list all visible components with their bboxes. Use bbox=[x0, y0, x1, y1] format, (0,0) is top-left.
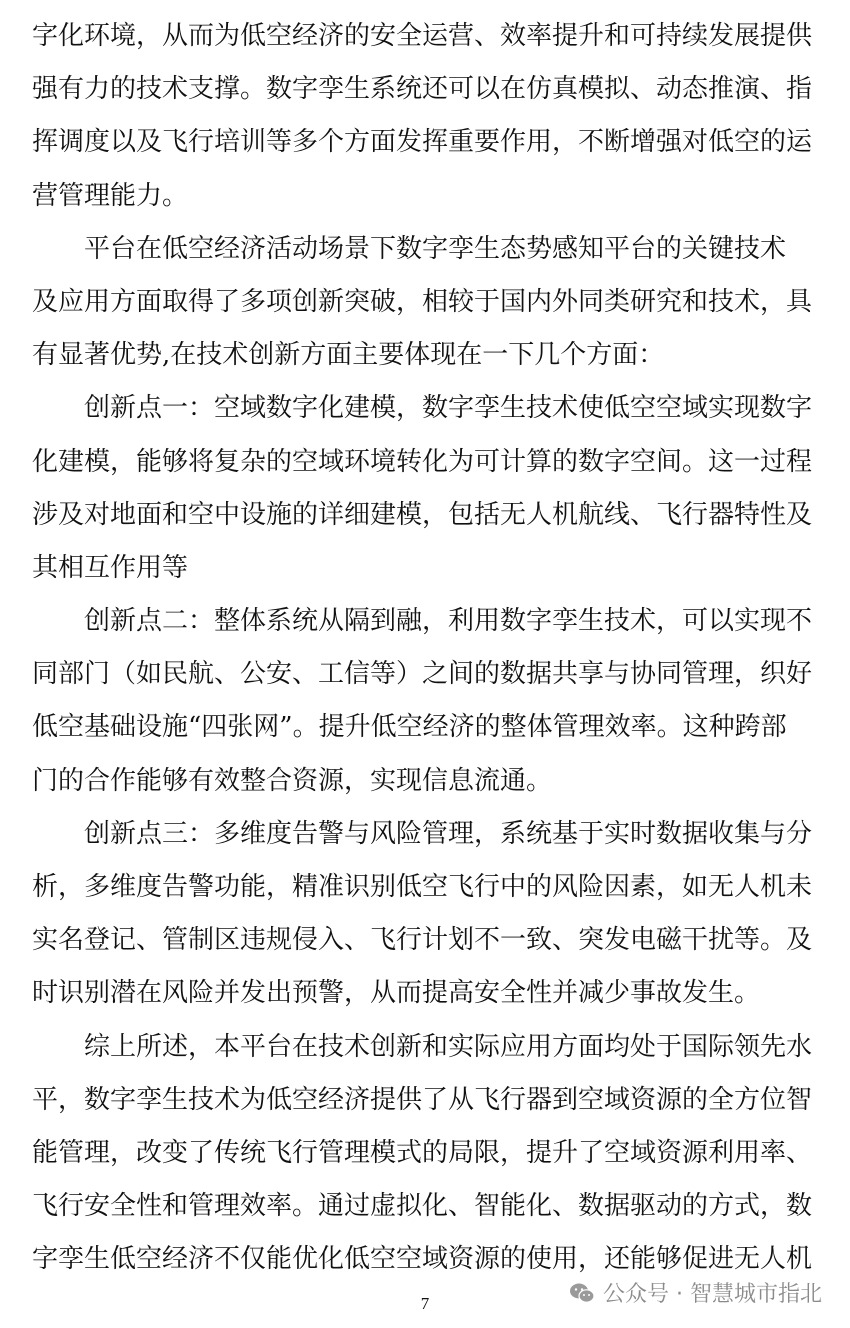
text-line: 析，多维度告警功能，精准识别低空飞行中的风险因素，如无人机未 bbox=[32, 872, 813, 902]
text-line: 化建模，能够将复杂的空域环境转化为可计算的数字空间。这一过程 bbox=[32, 446, 813, 477]
text-line: 门的合作能够有效整合资源，实现信息流通。 bbox=[32, 765, 553, 796]
text-line: 及应用方面取得了多项创新突破，相较于国内外同类研究和技术，具 bbox=[32, 286, 813, 317]
text-line: 其相互作用等 bbox=[32, 552, 189, 583]
text-line: 同部门（如民航、公安、工信等）之间的数据共享与协同管理，织好 bbox=[32, 659, 813, 690]
text-line: 低空基础设施“四张网”。提升低空经济的整体管理效率。这种跨部 bbox=[32, 712, 787, 743]
watermark-text: 公众号 · 智慧城市指北 bbox=[603, 1282, 822, 1307]
text-line: 综上所述，本平台在技术创新和实际应用方面均处于国际领先水 bbox=[84, 1031, 813, 1062]
text-line: 涉及对地面和空中设施的详细建模，包括无人机航线、飞行器特性及 bbox=[32, 499, 813, 530]
text-line: 平，数字孪生技术为低空经济提供了从飞行器到空域资源的全方位智 bbox=[32, 1084, 813, 1115]
text-line: 平台在低空经济活动场景下数字孪生态势感知平台的关键技术 bbox=[84, 233, 787, 264]
text-line: 字化环境，从而为低空经济的安全运营、效率提升和可持续发展提供 bbox=[32, 21, 813, 51]
text-line: 时识别潜在风险并发出预警，从而提高安全性并减少事故发生。 bbox=[32, 978, 761, 1009]
text-line: 字孪生低空经济不仅能优化低空空域资源的使用，还能够促进无人机 bbox=[32, 1244, 813, 1275]
text-line: 创新点三：多维度告警与风险管理，系统基于实时数据收集与分 bbox=[84, 818, 813, 849]
wechat-icon bbox=[569, 1282, 595, 1304]
page-number: 7 bbox=[420, 1294, 430, 1313]
text-line: 创新点二：整体系统从隔到融，利用数字孪生技术，可以实现不 bbox=[84, 606, 813, 637]
text-line: 强有力的技术支撑。数字孪生系统还可以在仿真模拟、动态推演、指 bbox=[32, 74, 813, 105]
text-line: 实名登记、管制区违规侵入、飞行计划不一致、突发电磁干扰等。及 bbox=[32, 925, 813, 956]
text-line: 营管理能力。 bbox=[32, 180, 189, 211]
text-line: 创新点一：空域数字化建模，数字孪生技术使低空空域实现数字 bbox=[84, 393, 813, 424]
text-line: 有显著优势,在技术创新方面主要体现在一下几个方面： bbox=[32, 340, 665, 371]
text-line: 飞行安全性和管理效率。通过虚拟化、智能化、数据驱动的方式，数 bbox=[32, 1191, 813, 1222]
watermark bbox=[569, 1277, 822, 1308]
text-line: 挥调度以及飞行培训等多个方面发挥重要作用，不断增强对低空的运 bbox=[32, 127, 813, 158]
body-text bbox=[32, 10, 813, 1287]
text-line: 能管理，改变了传统飞行管理模式的局限，提升了空域资源利用率、 bbox=[32, 1137, 813, 1168]
